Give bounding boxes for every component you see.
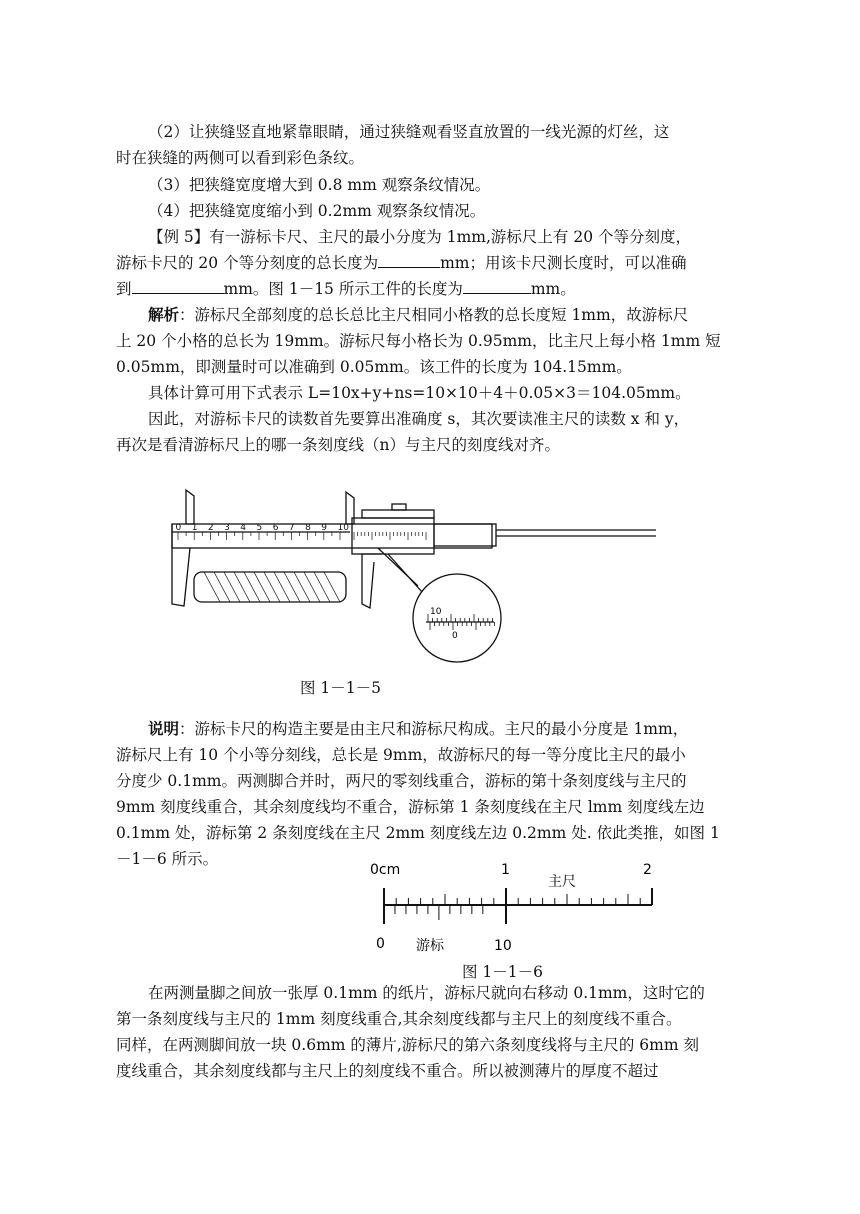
main-scale-name: 主尺 [548, 874, 576, 890]
main-scale-tick-label: 10 [337, 523, 349, 533]
example-text: mm。图 1－15 所示工件的长度为 [223, 280, 463, 298]
final-line: 第一条刻度线与主尺的 1mm 刻度线重合,其余刻度线都与主尺上的刻度线不重合。 [116, 1010, 682, 1028]
para-line: 再次是看清游标尺上的哪一条刻度线（n）与主尺的刻度线对齐。 [116, 436, 560, 454]
example-line [116, 278, 748, 300]
zoom-label: 0 [452, 631, 458, 641]
main-scale-tick-label: 1 [191, 523, 198, 533]
calc-line: 具体计算可用下式表示 L=10x+y+ns=10×10＋4＋0.05×3＝104.05mm。 [148, 384, 691, 402]
example-text: mm；用该卡尺测长度时，可以准确 [440, 254, 687, 272]
example-line: 【例 5】有一游标卡尺、主尺的最小分度为 1mm,游标尺上有 20 个等分刻度， [148, 228, 691, 246]
analysis-line: 0.05mm，即测量时可以准确到 0.05mm。该工件的长度为 104.15mm。 [116, 358, 632, 376]
main-scale-tick-label: 6 [272, 523, 279, 533]
example-text: 游标卡尺的 20 个等分刻度的总长度为 [116, 254, 379, 272]
caliper-figure [150, 484, 670, 680]
para-line: 时在狭缝的两侧可以看到彩色条纹。 [116, 149, 365, 167]
final-line: 在两测量脚之间放一张厚 0.1mm 的纸片，游标尺就向右移动 0.1mm，这时它的 [148, 984, 705, 1002]
main-scale-tick-label: 3 [224, 523, 230, 533]
main-scale-tick-label: 9 [321, 523, 328, 533]
explain-label: 说明 [148, 719, 180, 738]
analysis-line: 上 20 个小格的总长为 19mm。游标尺每小格长为 0.95mm，比主尺上每小格 1mm 短 [116, 332, 721, 350]
analysis-text: ：游标尺全部刻度的总长总比主尺相同小格教的总长度短 1mm，故游标尺 [179, 306, 689, 324]
main-scale-tick-label: 8 [305, 523, 311, 533]
figure-caption: 图 1－1－6 [462, 963, 544, 981]
example-text: 到 [116, 280, 132, 298]
explain-line: 分度少 0.1mm。两测脚合并时，两尺的零刻线重合，游标的第十条刻度线与主尺的 [116, 772, 687, 790]
vernier-diagram [360, 854, 680, 958]
para-line: （4）把狭缝宽度缩小到 0.2mm 观察条纹情况。 [148, 202, 486, 220]
answer-blank [378, 253, 440, 268]
example-text: mm。 [530, 280, 576, 298]
analysis-line [148, 304, 748, 326]
vernier-label-10: 10 [494, 938, 512, 954]
example-line [116, 252, 748, 274]
explain-text: ：游标卡尺的构造主要是由主尺和游标尺构成。主尺的最小分度是 1mm， [179, 720, 689, 738]
vernier-scale-name: 游标 [416, 938, 444, 954]
answer-blank [463, 279, 531, 294]
explain-line: 9mm 刻度线重合，其余刻度线均不重合，游标第 1 条刻度线在主尺 lmm 刻度线左边 [116, 798, 705, 816]
para-line: 因此，对游标卡尺的读数首先要算出准确度 s，其次要读准主尺的读数 x 和 y， [148, 410, 690, 428]
para-line: （3）把狭缝宽度增大到 0.8 mm 观察条纹情况。 [148, 176, 491, 194]
final-line: 度线重合，其余刻度线都与主尺上的刻度线不重合。所以被测薄片的厚度不超过 [116, 1062, 659, 1080]
main-scale-tick-label: 4 [240, 523, 247, 533]
main-scale-label-1: 1 [501, 862, 510, 878]
explain-line: 0.1mm 处，游标第 2 条刻度线在主尺 2mm 刻度线左边 0.2mm 处. 依此类推，如图 1 [116, 824, 720, 842]
zoom-label: 10 [430, 607, 442, 617]
analysis-label: 解析 [148, 305, 180, 324]
explain-line: －1－6 所示。 [116, 850, 219, 868]
para-line: （2）让狭缝竖直地紧靠眼睛，通过狭缝观看竖直放置的一线光源的灯丝，这 [148, 123, 670, 141]
main-scale-label-0cm: 0cm [370, 862, 401, 878]
explain-line: 游标尺上有 10 个小等分刻线，总长是 9mm，故游标尺的每一等分度比主尺的最小 [116, 746, 686, 764]
main-scale-tick-label: 2 [207, 523, 214, 533]
vernier-label-0: 0 [376, 936, 385, 952]
figure-caption: 图 1－1－5 [300, 679, 382, 697]
main-scale-tick-label: 0 [175, 523, 182, 533]
final-line: 同样，在两测脚间放一块 0.6mm 的薄片,游标尺的第六条刻度线将与主尺的 6mm 刻 [116, 1036, 699, 1054]
main-scale-label-2: 2 [643, 862, 652, 878]
explain-line [148, 718, 748, 740]
main-scale-tick-label: 5 [256, 523, 263, 533]
main-scale-tick-label: 7 [288, 523, 295, 533]
answer-blank [132, 279, 224, 294]
